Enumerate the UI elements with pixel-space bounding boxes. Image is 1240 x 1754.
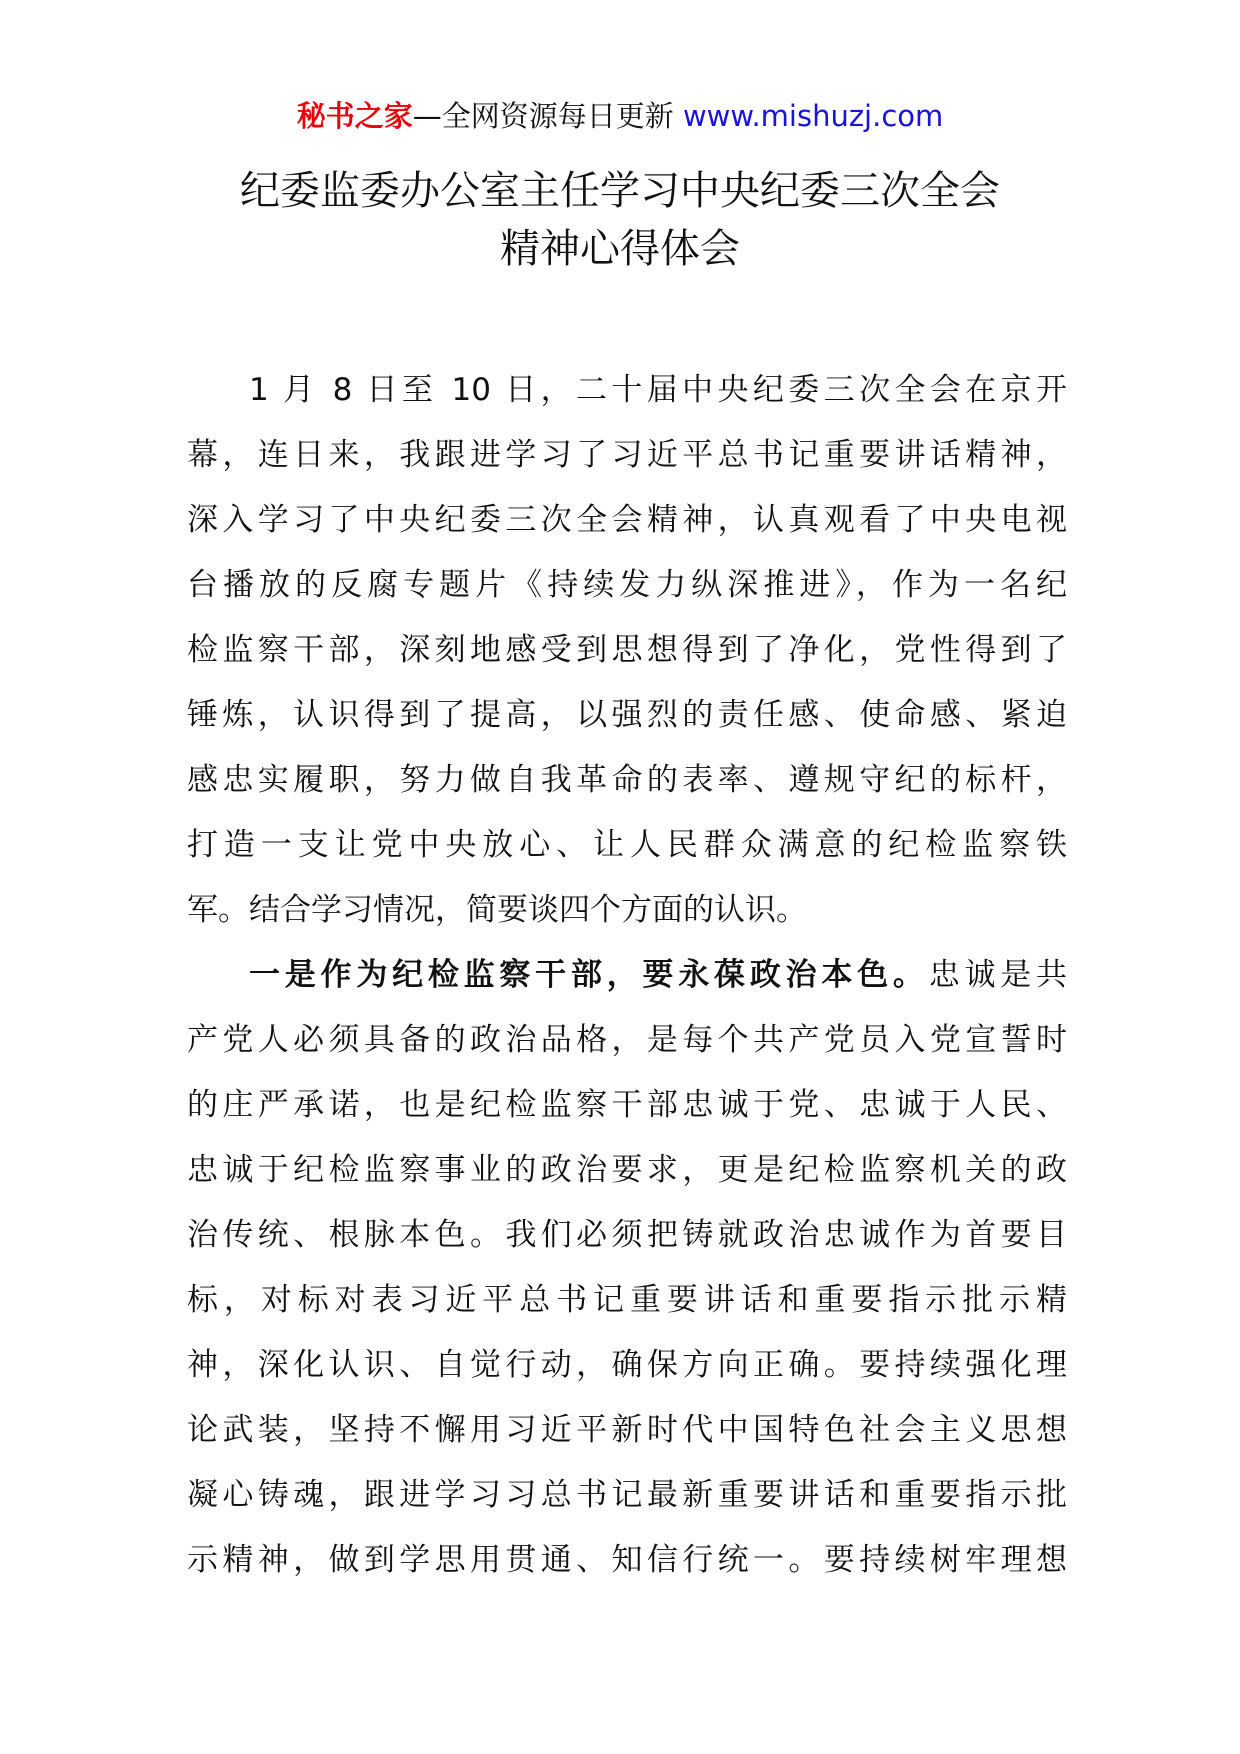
header-banner bbox=[0, 96, 1240, 136]
text-line: 示精神，做到学思用贯通、知信行统一。要持续树牢理想 bbox=[187, 1542, 1067, 1578]
paragraph-first-line-rest: 忠诚是共 bbox=[928, 957, 1068, 993]
text-line: 治传统、根脉本色。我们必须把铸就政治忠诚作为首要目 bbox=[187, 1217, 1067, 1253]
text-line: 军。结合学习情况，简要谈四个方面的认识。 bbox=[187, 892, 807, 928]
text-line bbox=[187, 943, 1067, 1008]
text-line: 产党人必须具备的政治品格，是每个共产党员入党宣誓时 bbox=[187, 1022, 1067, 1058]
title-line-2: 精神心得体会 bbox=[500, 226, 740, 272]
title-line-1: 纪委监委办公室主任学习中央纪委三次全会 bbox=[240, 168, 1000, 214]
text-line: 检监察干部，深刻地感受到思想得到了净化，党性得到了 bbox=[187, 632, 1067, 668]
text-line: 论武装，坚持不懈用习近平新时代中国特色社会主义思想 bbox=[187, 1412, 1067, 1448]
text-line: 1 月 8 日至 10 日，二十届中央纪委三次全会在京开 bbox=[249, 372, 1067, 408]
paragraph-lead-heading: 一是作为纪检监察干部，要永葆政治本色。 bbox=[249, 957, 929, 993]
header-tagline: —全网资源每日更新 bbox=[412, 99, 674, 133]
document-body bbox=[187, 358, 1067, 1593]
text-line: 深入学习了中央纪委三次全会精神，认真观看了中央电视 bbox=[187, 502, 1067, 538]
text-line: 忠诚于纪检监察事业的政治要求，更是纪检监察机关的政 bbox=[187, 1152, 1067, 1188]
text-line: 感忠实履职，努力做自我革命的表率、遵规守纪的标杆， bbox=[187, 762, 1067, 798]
text-line: 神，深化认识、自觉行动，确保方向正确。要持续强化理 bbox=[187, 1347, 1067, 1383]
text-line: 幕，连日来，我跟进学习了习近平总书记重要讲话精神， bbox=[187, 437, 1067, 473]
document-title bbox=[0, 162, 1240, 278]
text-line: 标，对标对表习近平总书记重要讲话和重要指示批示精 bbox=[187, 1282, 1067, 1318]
paragraph-1 bbox=[187, 358, 1067, 943]
text-line: 的庄严承诺，也是纪检监察干部忠诚于党、忠诚于人民、 bbox=[187, 1087, 1067, 1123]
brand-name: 秘书之家 bbox=[296, 99, 413, 133]
text-line: 凝心铸魂，跟进学习习总书记最新重要讲话和重要指示批 bbox=[187, 1477, 1067, 1513]
text-line: 台播放的反腐专题片《持续发力纵深推进》，作为一名纪 bbox=[187, 567, 1067, 603]
text-line: 打造一支让党中央放心、让人民群众满意的纪检监察铁 bbox=[187, 827, 1067, 863]
paragraph-2 bbox=[187, 943, 1067, 1593]
text-line: 锤炼，认识得到了提高，以强烈的责任感、使命感、紧迫 bbox=[187, 697, 1067, 733]
site-url-link[interactable]: www.mishuzj.com bbox=[682, 99, 944, 133]
